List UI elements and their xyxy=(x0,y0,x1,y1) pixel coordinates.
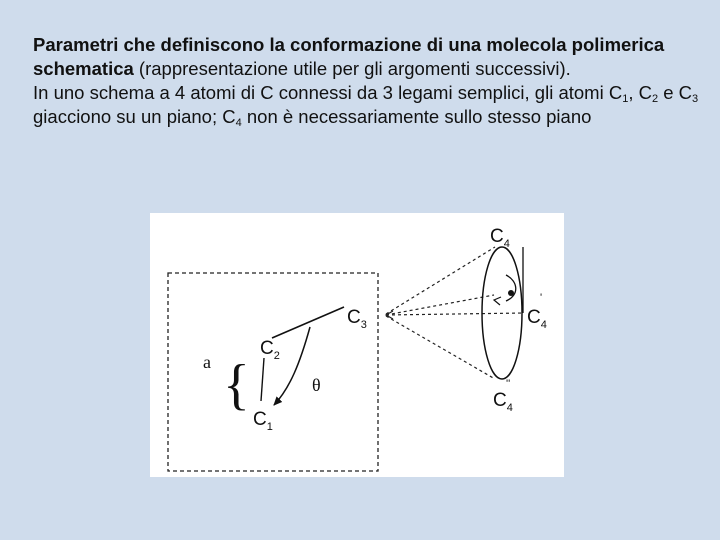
intro-bold-text: Parametri che definiscono la conformazione di una molecola polimerica schematica xyxy=(33,34,665,79)
label-c4-prime: $C_4$ xyxy=(527,307,547,331)
label-c4-prime-mark: ' xyxy=(540,292,543,304)
brace-icon: { xyxy=(223,354,250,416)
paragraph-intro xyxy=(33,33,703,81)
cone-line-top xyxy=(386,247,495,314)
phi-arc xyxy=(506,275,516,301)
conformation-diagram xyxy=(150,213,564,477)
desc-text-4: giacciono su un piano; C xyxy=(33,106,236,127)
conformation-figure xyxy=(150,213,564,477)
desc-sub-4: 4 xyxy=(235,117,242,129)
label-bond-length-a: a xyxy=(203,352,211,372)
label-c4-double-prime-mark: '' xyxy=(506,378,511,390)
bond-c1-c2 xyxy=(261,358,264,401)
label-c4: $C_4$ xyxy=(490,226,510,250)
slide-text xyxy=(33,33,703,129)
desc-text-2: , C xyxy=(628,82,652,103)
dashed-plane xyxy=(168,273,378,471)
desc-text-5: non è necessariamente sullo stesso piano xyxy=(241,106,592,127)
paragraph-description xyxy=(33,81,703,129)
label-theta: θ xyxy=(312,375,321,395)
label-c3: $C_3$ xyxy=(347,307,367,331)
cone-axis xyxy=(386,313,524,315)
desc-sub-2: 2 xyxy=(651,93,659,105)
label-c1: $C_1$ xyxy=(253,409,273,433)
desc-sub-1: 1 xyxy=(622,93,629,105)
desc-text-1: In uno schema a 4 atomi di C connessi da 3 legami semplici, gli atomi C xyxy=(33,82,623,103)
phi-arrow-icon xyxy=(494,297,501,305)
cone-line-mid-upper xyxy=(386,295,494,315)
c3-arrow-icon xyxy=(386,311,393,319)
label-c4-double-prime: $C_4$ xyxy=(493,390,513,414)
phi-dot xyxy=(508,290,514,296)
label-c2: $C_2$ xyxy=(260,338,280,362)
theta-arc xyxy=(274,327,310,405)
desc-sub-3: 3 xyxy=(692,93,699,105)
desc-text-3: e C xyxy=(658,82,693,103)
cone-line-bottom xyxy=(386,316,495,379)
intro-normal-text: (rappresentazione utile per gli argomenti successivi). xyxy=(133,58,571,79)
